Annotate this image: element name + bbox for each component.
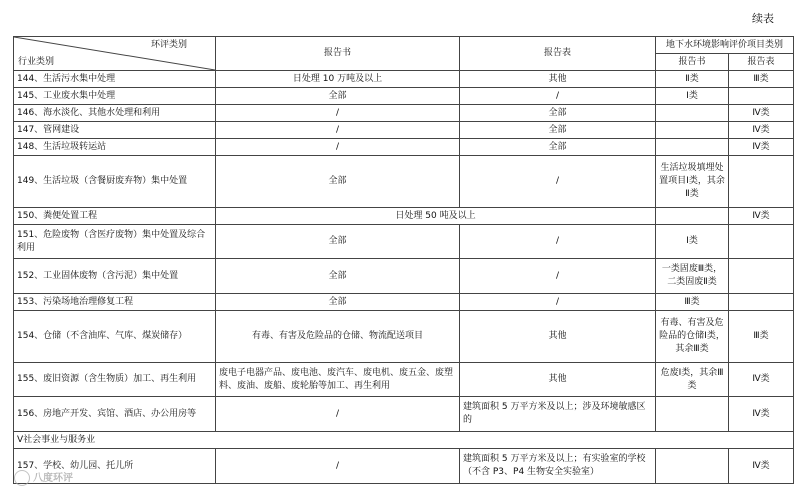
- row-gw-table: [729, 88, 794, 105]
- row-book: /: [216, 397, 460, 432]
- table-row: [14, 225, 794, 259]
- row-gw-table: Ⅲ类: [729, 71, 794, 88]
- table-row: [14, 397, 794, 432]
- table-row: [14, 122, 794, 139]
- row-book: 全部: [216, 88, 460, 105]
- table-row: [14, 363, 794, 397]
- row-table: 全部: [460, 139, 656, 156]
- watermark-logo-icon: [14, 470, 30, 486]
- row-name: 147、管网建设: [14, 122, 216, 139]
- row-book: 日处理 10 万吨及以上: [216, 71, 460, 88]
- row-gw-book: [656, 122, 729, 139]
- row-name: 156、房地产开发、宾馆、酒店、办公用房等: [14, 397, 216, 432]
- row-table: /: [460, 225, 656, 259]
- row-gw-book: Ⅲ类: [656, 294, 729, 311]
- row-gw-table: [729, 156, 794, 208]
- row-gw-table: Ⅳ类: [729, 139, 794, 156]
- row-gw-table: [729, 225, 794, 259]
- table-row: [14, 294, 794, 311]
- row-book: 全部: [216, 259, 460, 294]
- row-name: 144、生活污水集中处理: [14, 71, 216, 88]
- table-row: [14, 311, 794, 363]
- row-name: 145、工业废水集中处理: [14, 88, 216, 105]
- table-row: [14, 259, 794, 294]
- section-row: [14, 432, 794, 449]
- row-gw-table: Ⅳ类: [729, 449, 794, 484]
- row-book: /: [216, 122, 460, 139]
- row-gw-table: Ⅳ类: [729, 122, 794, 139]
- header-report-table: 报告表: [460, 37, 656, 71]
- row-book: 全部: [216, 294, 460, 311]
- row-table: 其他: [460, 71, 656, 88]
- row-gw-table: [729, 294, 794, 311]
- row-table: 其他: [460, 363, 656, 397]
- row-book: /: [216, 449, 460, 484]
- watermark: [14, 469, 73, 486]
- row-gw-book: 生活垃圾填埋处置项目Ⅰ类，其余Ⅱ类: [656, 156, 729, 208]
- row-gw-table: Ⅳ类: [729, 208, 794, 225]
- table-row: [14, 105, 794, 122]
- table-row: [14, 71, 794, 88]
- row-name: 151、危险废物（含医疗废物）集中处置及综合利用: [14, 225, 216, 259]
- row-table: 建筑面积 5 万平方米及以上；涉及环境敏感区的: [460, 397, 656, 432]
- watermark-text: 八度环评: [33, 473, 73, 484]
- row-book: 有毒、有害及危险品的仓储、物流配送项目: [216, 311, 460, 363]
- row-name: 146、海水淡化、其他水处理和利用: [14, 105, 216, 122]
- row-gw-table: Ⅲ类: [729, 311, 794, 363]
- row-gw-table: Ⅳ类: [729, 363, 794, 397]
- row-name: 154、仓储（不含油库、气库、煤炭储存）: [14, 311, 216, 363]
- row-table: 全部: [460, 105, 656, 122]
- section-title: Ⅴ社会事业与服务业: [14, 432, 794, 449]
- row-gw-book: [656, 208, 729, 225]
- row-name: 153、污染场地治理修复工程: [14, 294, 216, 311]
- row-book: 全部: [216, 225, 460, 259]
- row-book: /: [216, 139, 460, 156]
- row-table: /: [460, 88, 656, 105]
- row-gw-table: Ⅳ类: [729, 105, 794, 122]
- table-row: [14, 208, 794, 225]
- row-table: 建筑面积 5 万平方米及以上；有实验室的学校（不含 P3、P4 生物安全实验室）: [460, 449, 656, 484]
- row-book: 全部: [216, 156, 460, 208]
- row-gw-table: [729, 259, 794, 294]
- row-name: 152、工业固体废物（含污泥）集中处置: [14, 259, 216, 294]
- continued-label: 续表: [752, 12, 774, 25]
- row-gw-book: [656, 449, 729, 484]
- row-gw-book: 有毒、有害及危险品的仓储Ⅰ类，其余Ⅲ类: [656, 311, 729, 363]
- table-row: [14, 88, 794, 105]
- row-gw-book: Ⅱ类: [656, 71, 729, 88]
- table-row: [14, 449, 794, 484]
- env-assessment-table: [13, 36, 794, 484]
- row-gw-book: Ⅰ类: [656, 225, 729, 259]
- header-category-bottom: 行业类别: [18, 57, 55, 67]
- row-name: 150、粪便处置工程: [14, 208, 216, 225]
- header-report-book: 报告书: [216, 37, 460, 71]
- row-table: 全部: [460, 122, 656, 139]
- header-gw-book: 报告书: [656, 54, 729, 71]
- row-gw-book: [656, 105, 729, 122]
- header-groundwater: 地下水环境影响评价项目类别: [656, 37, 794, 54]
- diagonal-header-cell: [14, 37, 216, 71]
- row-gw-book: 一类固废Ⅲ类，二类固废Ⅱ类: [656, 259, 729, 294]
- header-category-top: 环评类别: [150, 40, 187, 50]
- header-gw-table: 报告表: [729, 54, 794, 71]
- table-row: [14, 156, 794, 208]
- row-book: /: [216, 105, 460, 122]
- table-row: [14, 139, 794, 156]
- row-table: /: [460, 156, 656, 208]
- row-book: 废电子电器产品、废电池、废汽车、废电机、废五金、废塑料、废油、废船、废轮胎等加工、再生利用: [216, 363, 460, 397]
- row-merged: 日处理 50 吨及以上: [216, 208, 656, 225]
- row-gw-book: 危废Ⅰ类，其余Ⅲ类: [656, 363, 729, 397]
- row-gw-book: Ⅰ类: [656, 88, 729, 105]
- row-gw-table: Ⅳ类: [729, 397, 794, 432]
- row-gw-book: [656, 397, 729, 432]
- row-gw-book: [656, 139, 729, 156]
- row-table: /: [460, 259, 656, 294]
- row-table: 其他: [460, 311, 656, 363]
- row-table: /: [460, 294, 656, 311]
- row-name: 157、学校、幼儿园、托儿所: [14, 449, 216, 484]
- row-name: 149、生活垃圾（含餐厨废弃物）集中处置: [14, 156, 216, 208]
- row-name: 148、生活垃圾转运站: [14, 139, 216, 156]
- row-name: 155、废旧资源（含生物质）加工、再生利用: [14, 363, 216, 397]
